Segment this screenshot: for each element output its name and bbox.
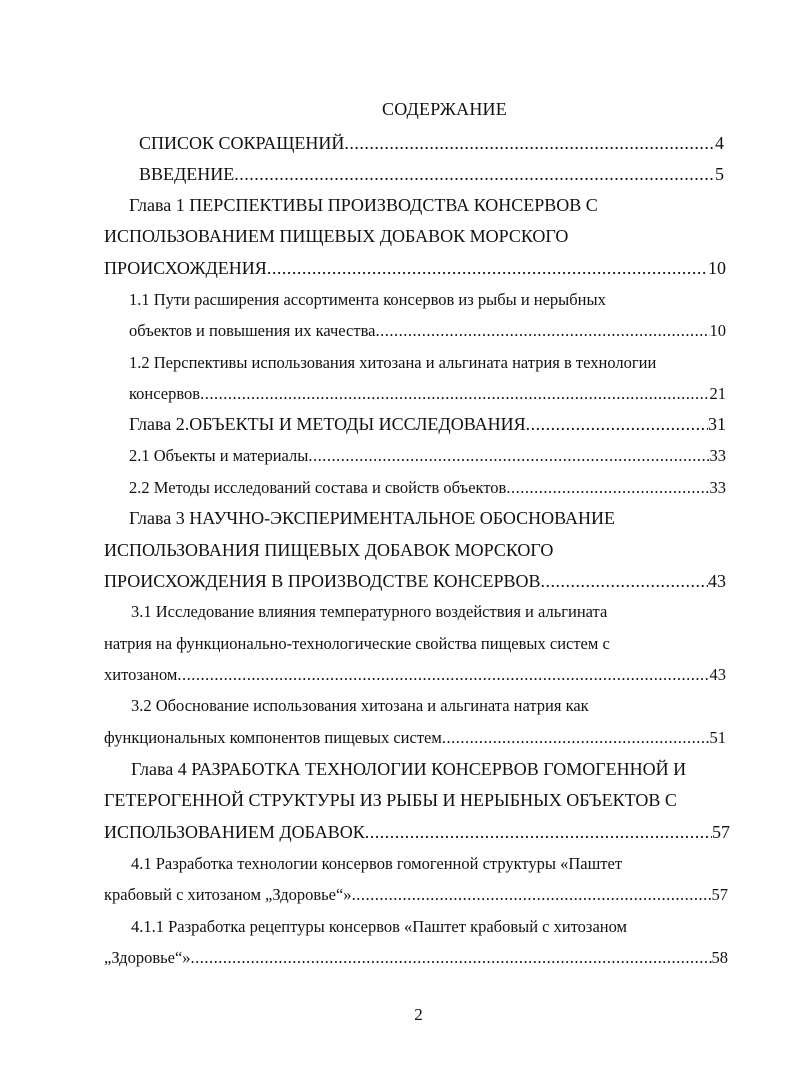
leader-dots (344, 132, 715, 154)
page-title: СОДЕРЖАНИЕ (382, 99, 507, 119)
toc-entry-line: 4.1.1 Разработка рецептуры консервов «Паштет крабовый с хитозаном (131, 917, 627, 936)
toc-entry-line: ГЕТЕРОГЕННОЙ СТРУКТУРЫ ИЗ РЫБЫ И НЕРЫБНЫХ ОБЪЕКТОВ С (104, 790, 677, 810)
toc-entry-label: Глава 2.ОБЪЕКТЫ И МЕТОДЫ ИССЛЕДОВАНИЯ (129, 414, 526, 434)
toc-page-number: 5 (715, 164, 724, 184)
leader-dots (442, 727, 710, 749)
toc-page-number: 31 (708, 414, 726, 434)
toc-page-number: 58 (711, 948, 728, 967)
leader-dots (526, 413, 708, 435)
toc-entry-line: 4.1 Разработка технологии консервов гомогенной структуры «Паштет (131, 854, 623, 873)
toc-entry-label: объектов и повышения их качества (129, 321, 376, 340)
toc-page-number: 33 (709, 446, 726, 465)
toc-entry-line: ИСПОЛЬЗОВАНИЕМ ПИЩЕВЫХ ДОБАВОК МОРСКОГО (104, 226, 569, 246)
leader-dots (541, 570, 708, 592)
toc-entry-label: ИСПОЛЬЗОВАНИЕМ ДОБАВОК (104, 822, 365, 842)
toc-entry-introduction[interactable] (139, 163, 724, 185)
toc-entry-line: ИСПОЛЬЗОВАНИЯ ПИЩЕВЫХ ДОБАВОК МОРСКОГО (104, 540, 554, 560)
leader-dots (177, 664, 709, 686)
toc-entry-label: функциональных компонентов пищевых систем (104, 728, 442, 747)
toc-page-number: 43 (708, 571, 726, 591)
page-number: 2 (414, 1005, 423, 1024)
toc-entry-line: 3.1 Исследование влияния температурного воздействия и альгината (131, 602, 608, 621)
toc-entry-chapter-2[interactable] (129, 413, 726, 435)
toc-page-number: 21 (709, 384, 726, 403)
toc-entry-section-2-2[interactable] (129, 477, 726, 499)
toc-page-number: 4 (715, 133, 724, 153)
toc-entry-label: 2.2 Методы исследований состава и свойств объектов (129, 478, 507, 497)
leader-dots (308, 445, 709, 467)
leader-dots (365, 821, 712, 843)
toc-page-number: 33 (709, 478, 726, 497)
toc-entry-label: ПРОИСХОЖДЕНИЯ В ПРОИЗВОДСТВЕ КОНСЕРВОВ (104, 571, 541, 591)
toc-page-number: 10 (708, 258, 726, 278)
leader-dots (375, 320, 709, 342)
toc-page-number: 10 (709, 321, 726, 340)
toc-page-number: 57 (712, 822, 730, 842)
toc-entry-label: хитозаном (104, 665, 178, 684)
toc-entry-label: 2.1 Объекты и материалы (129, 446, 309, 465)
toc-entry-label: крабовый с хитозаном „Здоровье“» (104, 885, 352, 904)
toc-entry-line: Глава 3 НАУЧНО-ЭКСПЕРИМЕНТАЛЬНОЕ ОБОСНОВАНИЕ (129, 508, 616, 528)
toc-entry-line: натрия на функционально-технологические свойства пищевых систем с (104, 634, 610, 653)
toc-entry-label: ВВЕДЕНИЕ (139, 164, 235, 184)
toc-entry-label: СПИСОК СОКРАЩЕНИЙ (139, 133, 345, 153)
toc-page-number: 57 (711, 885, 728, 904)
toc-entry-line: Глава 1 ПЕРСПЕКТИВЫ ПРОИЗВОДСТВА КОНСЕРВОВ С (129, 195, 598, 215)
leader-dots (200, 383, 709, 405)
toc-entry-label: „Здоровье“» (104, 948, 191, 967)
toc-page-number: 43 (709, 665, 726, 684)
toc-entry-label: ПРОИСХОЖДЕНИЯ (104, 258, 267, 278)
toc-entry-section-2-1[interactable] (129, 445, 726, 467)
leader-dots (506, 477, 709, 499)
leader-dots (191, 947, 712, 969)
toc-entry-line: 3.2 Обоснование использования хитозана и альгината натрия как (131, 696, 589, 715)
toc-entry-label: консервов (129, 384, 201, 403)
toc-entry-line: Глава 4 РАЗРАБОТКА ТЕХНОЛОГИИ КОНСЕРВОВ ГОМОГЕННОЙ И (131, 759, 687, 779)
leader-dots (267, 257, 708, 279)
leader-dots (352, 884, 712, 906)
toc-entry-abbreviations[interactable] (139, 132, 724, 154)
leader-dots (234, 163, 715, 185)
toc-entry-line: 1.1 Пути расширения ассортимента консервов из рыбы и нерыбных (129, 290, 606, 309)
toc-entry-line: 1.2 Перспективы использования хитозана и альгината натрия в технологии (129, 353, 657, 372)
toc-page-number: 51 (709, 728, 726, 747)
